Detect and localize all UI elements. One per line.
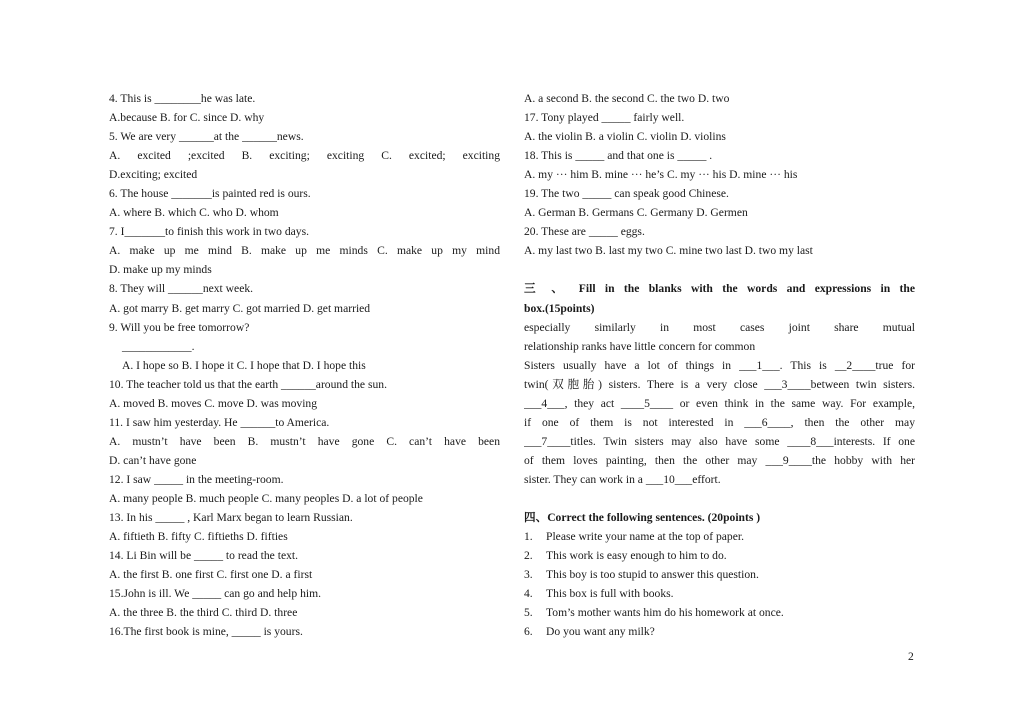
text-line: A. the three B. the third C. third D. three <box>109 606 298 620</box>
text-line <box>524 584 915 603</box>
text-line <box>524 565 915 584</box>
text-line <box>524 260 915 279</box>
text-line: if one of them is not interested in ___6____, then the other may <box>524 415 915 429</box>
item-number: 5. <box>524 606 533 620</box>
text-line: A. mustn’t have been B. mustn’t have gone C. can’t have been <box>109 434 500 448</box>
item-number: 2. <box>524 549 533 563</box>
text-line: A. where B. which C. who D. whom <box>109 206 279 220</box>
text-line: twin(双胞胎) sisters. There is a very close ___3____between twin sisters. <box>524 377 915 391</box>
text-line: ___4___, they act ____5____ or even think in the same way. For example, <box>524 396 915 410</box>
text-line: A. German B. Germans C. Germany D. Germen <box>524 206 748 220</box>
item-text: This work is easy enough to him to do. <box>546 549 727 563</box>
text-line: 10. The teacher told us that the earth ______around the sun. <box>109 377 387 391</box>
text-line: A. my ··· him B. mine ··· he’s C. my ··· his D. mine ··· his <box>524 168 798 182</box>
text-line: relationship ranks have little concern for common <box>524 339 756 353</box>
text-line <box>524 489 915 508</box>
text-line: 11. I saw him yesterday. He ______to America. <box>109 415 330 429</box>
item-number: 1. <box>524 530 533 544</box>
text-line: D. can’t have gone <box>109 453 197 467</box>
text-line: 13. In his _____ , Karl Marx began to learn Russian. <box>109 511 353 525</box>
page-number: 2 <box>908 650 914 663</box>
text-line: box.(15points) <box>524 301 595 315</box>
text-line: 20. These are _____ eggs. <box>524 225 645 239</box>
text-line: 8. They will ______next week. <box>109 282 254 296</box>
text-line <box>524 527 915 546</box>
text-line: 16.The first book is mine, _____ is yours. <box>109 625 303 639</box>
text-line: A. the first B. one first C. first one D. a first <box>109 568 313 582</box>
text-line: 19. The two _____ can speak good Chinese. <box>524 187 729 201</box>
text-line: Sisters usually have a lot of things in ___1___. This is __2____true for <box>524 358 915 372</box>
text-line: sister. They can work in a ___10___effort. <box>524 472 721 486</box>
text-line: ___7____titles. Twin sisters may also have some ____8___interests. If one <box>524 434 915 448</box>
text-line: A. the violin B. a violin C. violin D. violins <box>524 130 726 144</box>
text-line: 6. The house _______is painted red is ours. <box>109 187 311 201</box>
text-line: 18. This is _____ and that one is _____ . <box>524 149 713 163</box>
text-line: 9. Will you be free tomorrow? <box>109 320 250 334</box>
text-line: ____________. <box>122 339 195 353</box>
item-text: Please write your name at the top of paper. <box>546 530 744 544</box>
text-line: A. fiftieth B. fifty C. fiftieths D. fifties <box>109 530 288 544</box>
text-line: A.because B. for C. since D. why <box>109 111 265 125</box>
text-line: 四、Correct the following sentences. (20points ) <box>524 511 761 525</box>
text-line <box>524 603 915 622</box>
text-line: 14. Li Bin will be _____ to read the text. <box>109 549 299 563</box>
text-line: D.exciting; excited <box>109 168 198 182</box>
text-line: of them loves painting, then the other may ___9____the hobby with her <box>524 453 915 467</box>
text-line <box>524 546 915 565</box>
text-line: A. many people B. much people C. many peoples D. a lot of people <box>109 491 423 505</box>
text-line: A. make up me mind B. make up me minds C. make up my mind <box>109 244 500 258</box>
text-line: A. my last two B. last my two C. mine two last D. two my last <box>524 244 813 258</box>
text-line: A. a second B. the second C. the two D. two <box>524 92 730 105</box>
text-line: 7. I_______to finish this work in two days. <box>109 225 309 239</box>
text-line <box>524 622 915 641</box>
text-line: 三 、 Fill in the blanks with the words and expressions in the <box>524 282 915 296</box>
right-column <box>524 89 915 641</box>
text-line: A. got marry B. get marry C. got married D. get married <box>109 301 371 315</box>
item-number: 4. <box>524 587 533 601</box>
text-line: D. make up my minds <box>109 263 212 277</box>
text-line: 5. We are very ______at the ______news. <box>109 130 304 144</box>
left-column <box>109 89 500 641</box>
text-line: 17. Tony played _____ fairly well. <box>524 111 685 125</box>
item-text: Tom’s mother wants him do his homework at once. <box>546 606 784 620</box>
text-line: 15.John is ill. We _____ can go and help him. <box>109 587 322 601</box>
item-text: Do you want any milk? <box>546 625 655 639</box>
item-text: This boy is too stupid to answer this question. <box>546 568 759 582</box>
text-line: 12. I saw _____ in the meeting-room. <box>109 472 284 486</box>
text-line: 4. This is ________he was late. <box>109 92 256 105</box>
text-line: A. I hope so B. I hope it C. I hope that D. I hope this <box>122 358 366 372</box>
item-text: This box is full with books. <box>546 587 674 601</box>
item-number: 6. <box>524 625 533 639</box>
item-number: 3. <box>524 568 533 582</box>
text-line: especially similarly in most cases joint share mutual <box>524 320 915 334</box>
text-line: A. moved B. moves C. move D. was moving <box>109 396 318 410</box>
text-line: A. excited ;excited B. exciting; exciting C. excited; exciting <box>109 149 500 163</box>
